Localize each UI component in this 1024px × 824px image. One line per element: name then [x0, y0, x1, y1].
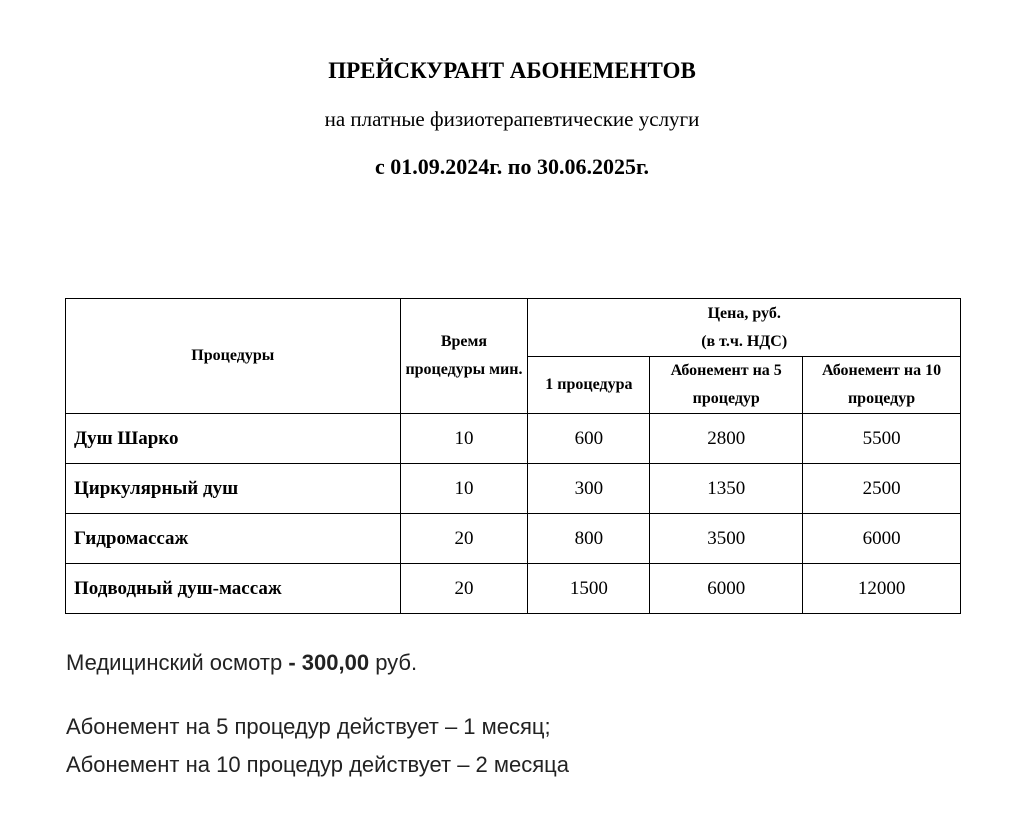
price-10: 12000: [803, 564, 961, 614]
table-row: [66, 564, 961, 614]
price-5: 1350: [650, 464, 803, 514]
validity-note-5: Абонемент на 5 процедур действует – 1 месяц;: [66, 714, 551, 739]
table-row: [66, 464, 961, 514]
procedure-name: Душ Шарко: [66, 414, 401, 464]
price-5: 2800: [650, 414, 803, 464]
price-single: 800: [528, 514, 650, 564]
price-table: [65, 298, 961, 614]
document-title: ПРЕЙСКУРАНТ АБОНЕМЕНТОВ: [328, 58, 696, 83]
time-cell: 20: [400, 564, 528, 614]
time-cell: 10: [400, 464, 528, 514]
header-procedures: Процедуры: [66, 299, 401, 414]
header-time: Время процедуры мин.: [400, 299, 528, 414]
price-5: 6000: [650, 564, 803, 614]
time-cell: 20: [400, 514, 528, 564]
procedure-name: Гидромассаж: [66, 514, 401, 564]
time-cell: 10: [400, 414, 528, 464]
price-5: 3500: [650, 514, 803, 564]
price-single: 300: [528, 464, 650, 514]
procedure-name: Циркулярный душ: [66, 464, 401, 514]
validity-period: с 01.09.2024г. по 30.06.2025г.: [375, 154, 649, 179]
price-single: 600: [528, 414, 650, 464]
price-10: 5500: [803, 414, 961, 464]
medical-exam-note: Медицинский осмотр - 300,00 руб.: [66, 650, 418, 675]
header-10: Абонемент на 10 процедур: [803, 357, 961, 414]
table-row: [66, 414, 961, 464]
header-5: Абонемент на 5 процедур: [650, 357, 803, 414]
price-10: 2500: [803, 464, 961, 514]
header-single: 1 процедура: [528, 357, 650, 414]
procedure-name: Подводный душ-массаж: [66, 564, 401, 614]
document-subtitle: на платные физиотерапевтические услуги: [324, 107, 700, 131]
header-price: Цена, руб. (в т.ч. НДС): [528, 299, 961, 357]
table-row: [66, 514, 961, 564]
price-10: 6000: [803, 514, 961, 564]
price-single: 1500: [528, 564, 650, 614]
validity-note-10: Абонемент на 10 процедур действует – 2 месяца: [66, 752, 569, 777]
